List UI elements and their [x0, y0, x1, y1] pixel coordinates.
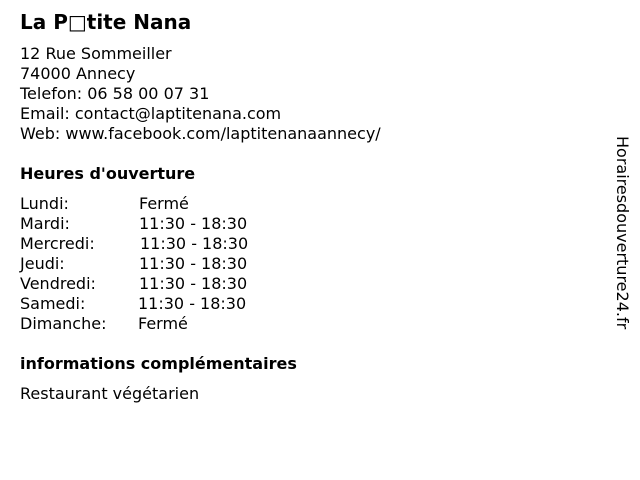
day-hours: Fermé — [139, 194, 189, 213]
day-hours: Fermé — [138, 314, 188, 333]
day-label: Lundi: — [20, 194, 69, 213]
day-label: Samedi: — [20, 294, 86, 313]
day-hours: 11:30 - 18:30 — [139, 214, 248, 233]
info-text: Restaurant végétarien — [20, 384, 200, 403]
day-label: Vendredi: — [20, 274, 96, 293]
day-hours: 11:30 - 18:30 — [140, 234, 249, 253]
day-label: Dimanche: — [20, 314, 107, 333]
address-street: 12 Rue Sommeiller — [20, 44, 172, 63]
day-label: Mardi: — [20, 214, 70, 233]
day-label: Mercredi: — [20, 234, 95, 253]
hours-heading: Heures d'ouverture — [20, 164, 196, 183]
contact-block — [20, 44, 381, 144]
day-label: Jeudi: — [20, 254, 65, 273]
day-hours: 11:30 - 18:30 — [138, 294, 247, 313]
info-heading: informations complémentaires — [20, 354, 297, 373]
day-hours: 11:30 - 18:30 — [139, 274, 248, 293]
address-city: 74000 Annecy — [20, 64, 136, 83]
phone-line: Telefon: 06 58 00 07 31 — [20, 84, 210, 103]
web-line: Web: www.facebook.com/laptitenanaannecy/ — [20, 124, 381, 143]
email-line: Email: contact@laptitenana.com — [20, 104, 282, 123]
day-hours: 11:30 - 18:30 — [139, 254, 248, 273]
site-watermark: Horairesdouverture24.fr — [613, 136, 632, 330]
business-name: La P□tite Nana — [20, 10, 192, 34]
